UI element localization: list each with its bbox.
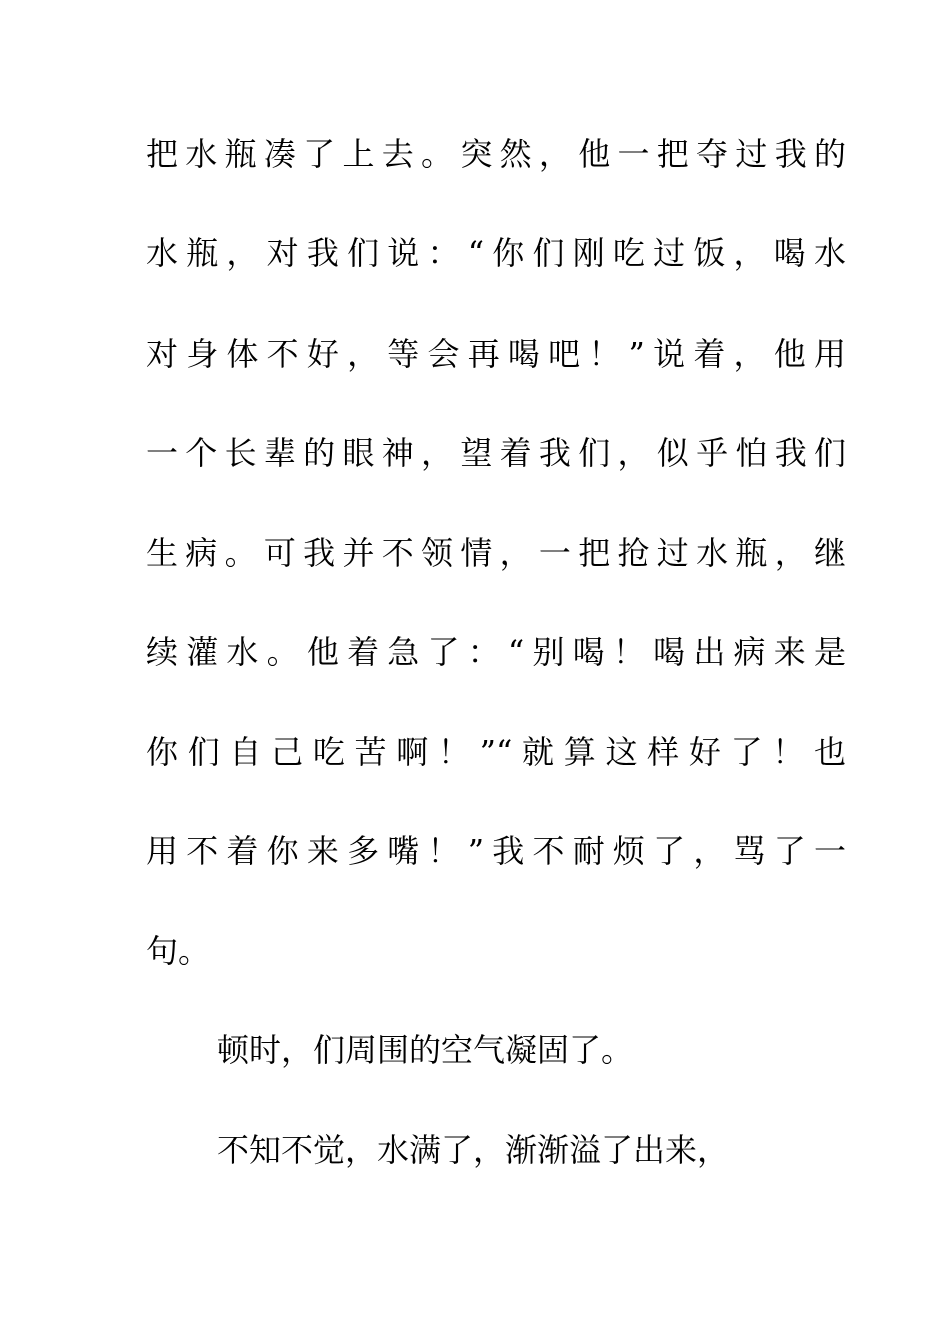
- paragraph-1-line-4: 一个长辈的眼神，望着我们，似乎怕我们: [146, 434, 846, 472]
- paragraph-1-line-8: 用不着你来多嘴！”我不耐烦了，骂了一: [146, 832, 846, 870]
- paragraph-1-line-9: 句。: [146, 932, 211, 970]
- paragraph-1-line-6: 续灌水。他着急了：“别喝！喝出病来是: [146, 633, 846, 671]
- paragraph-3-line-1: 不知不觉，水满了，渐渐溢了出来，: [217, 1131, 730, 1169]
- paragraph-1-line-7: 你们自己吃苦啊！”“就算这样好了！也: [146, 733, 846, 771]
- paragraph-1-line-2: 水瓶，对我们说：“你们刚吃过饭，喝水: [146, 234, 846, 272]
- paragraph-2-line-1: 顿时，们周围的空气凝固了。: [217, 1031, 634, 1069]
- paragraph-1-line-1: 把水瓶凑了上去。突然，他一把夺过我的: [146, 135, 846, 173]
- paragraph-1-line-3: 对身体不好，等会再喝吧！”说着，他用: [146, 335, 846, 373]
- paragraph-1-line-5: 生病。可我并不领情，一把抢过水瓶，继: [146, 534, 846, 572]
